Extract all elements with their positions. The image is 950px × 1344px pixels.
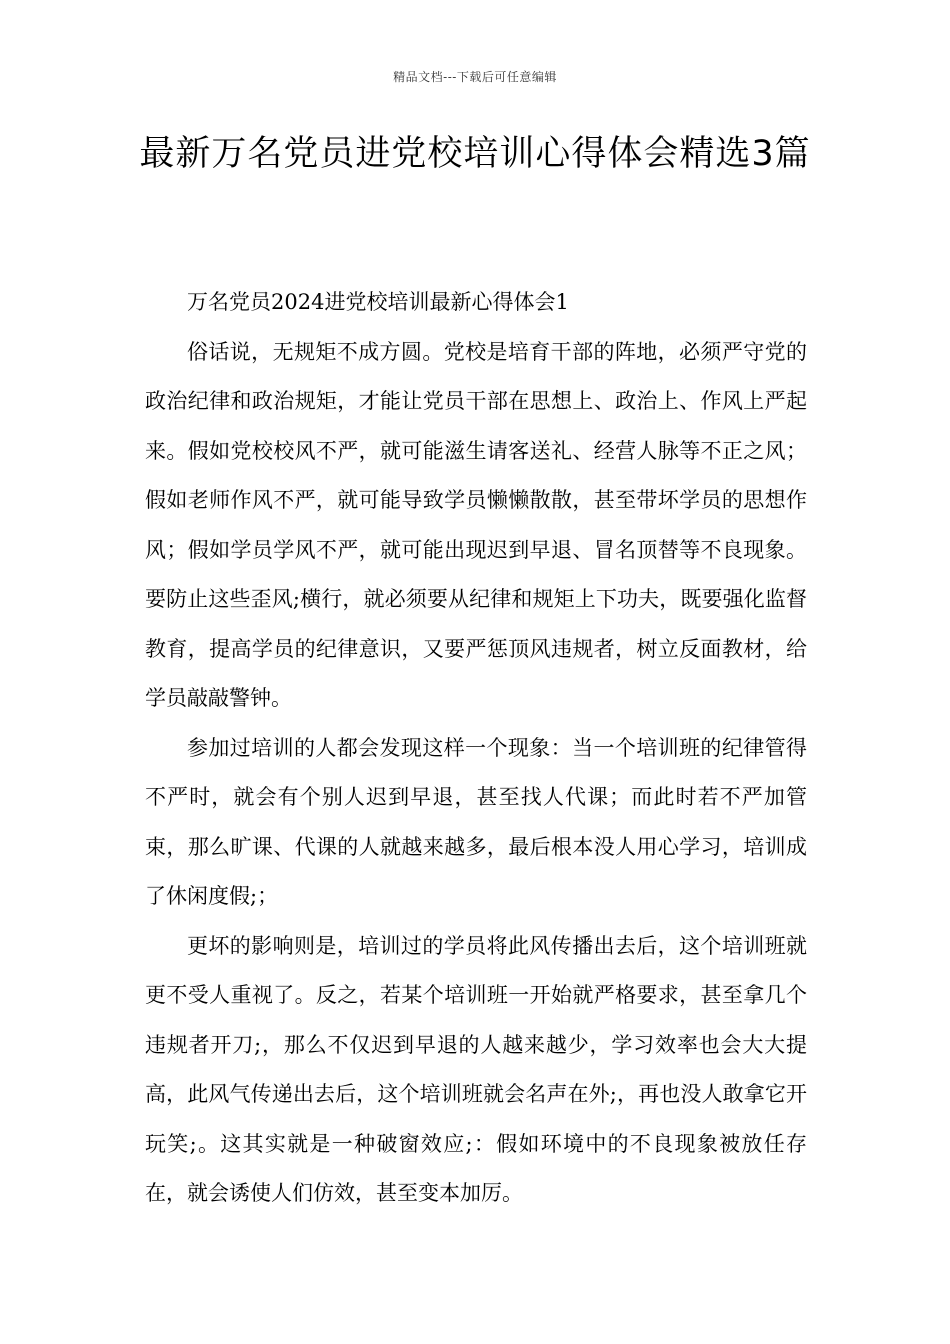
body-paragraph: 俗话说，无规矩不成方圆。党校是培育干部的阵地，必须严守党的政治纪律和政治规矩，才能让党员干部在思想上、政治上、作风上严起来。假如党校校风不严，就可能滋生请客送礼、经营人脉等不正之风；假如老师作风不严，就可能导致学员懒懒散散，甚至带坏学员的思想作风；假如学员学风不严，就可能出现迟到早退、冒名顶替等不良现象。要防止这些歪风;横行，就必须要从纪律和规矩上下功夫，既要强化监督教育，提高学员的纪律意识，又要严惩顶风违规者，树立反面教材，给学员敲敲警钟。	[145, 339, 807, 710]
header-note: 精品文档---下载后可任意编辑	[393, 70, 557, 84]
body-paragraph: 参加过培训的人都会发现这样一个现象：当一个培训班的纪律管得不严时，就会有个别人迟到早退，甚至找人代课；而此时若不严加管束，那么旷课、代课的人就越来越多，最后根本没人用心学习，培训成了休闲度假;；	[145, 735, 807, 908]
document-title: 最新万名党员进党校培训心得体会精选3篇	[139, 134, 811, 174]
body-paragraph: 更坏的影响则是，培训过的学员将此风传播出去后，这个培训班就更不受人重视了。反之，若某个培训班一开始就严格要求，甚至拿几个违规者开刀;，那么不仅迟到早退的人越来越少，学习效率也会大大提高，此风气传递出去后，这个培训班就会名声在外;，再也没人敢拿它开玩笑;。这其实就是一种破窗效应;：假如环境中的不良现象被放任存在，就会诱使人们仿效，甚至变本加厉。	[145, 933, 807, 1205]
document-body	[145, 278, 807, 1219]
section-heading: 万名党员2024进党校培训最新心得体会1	[187, 290, 569, 314]
